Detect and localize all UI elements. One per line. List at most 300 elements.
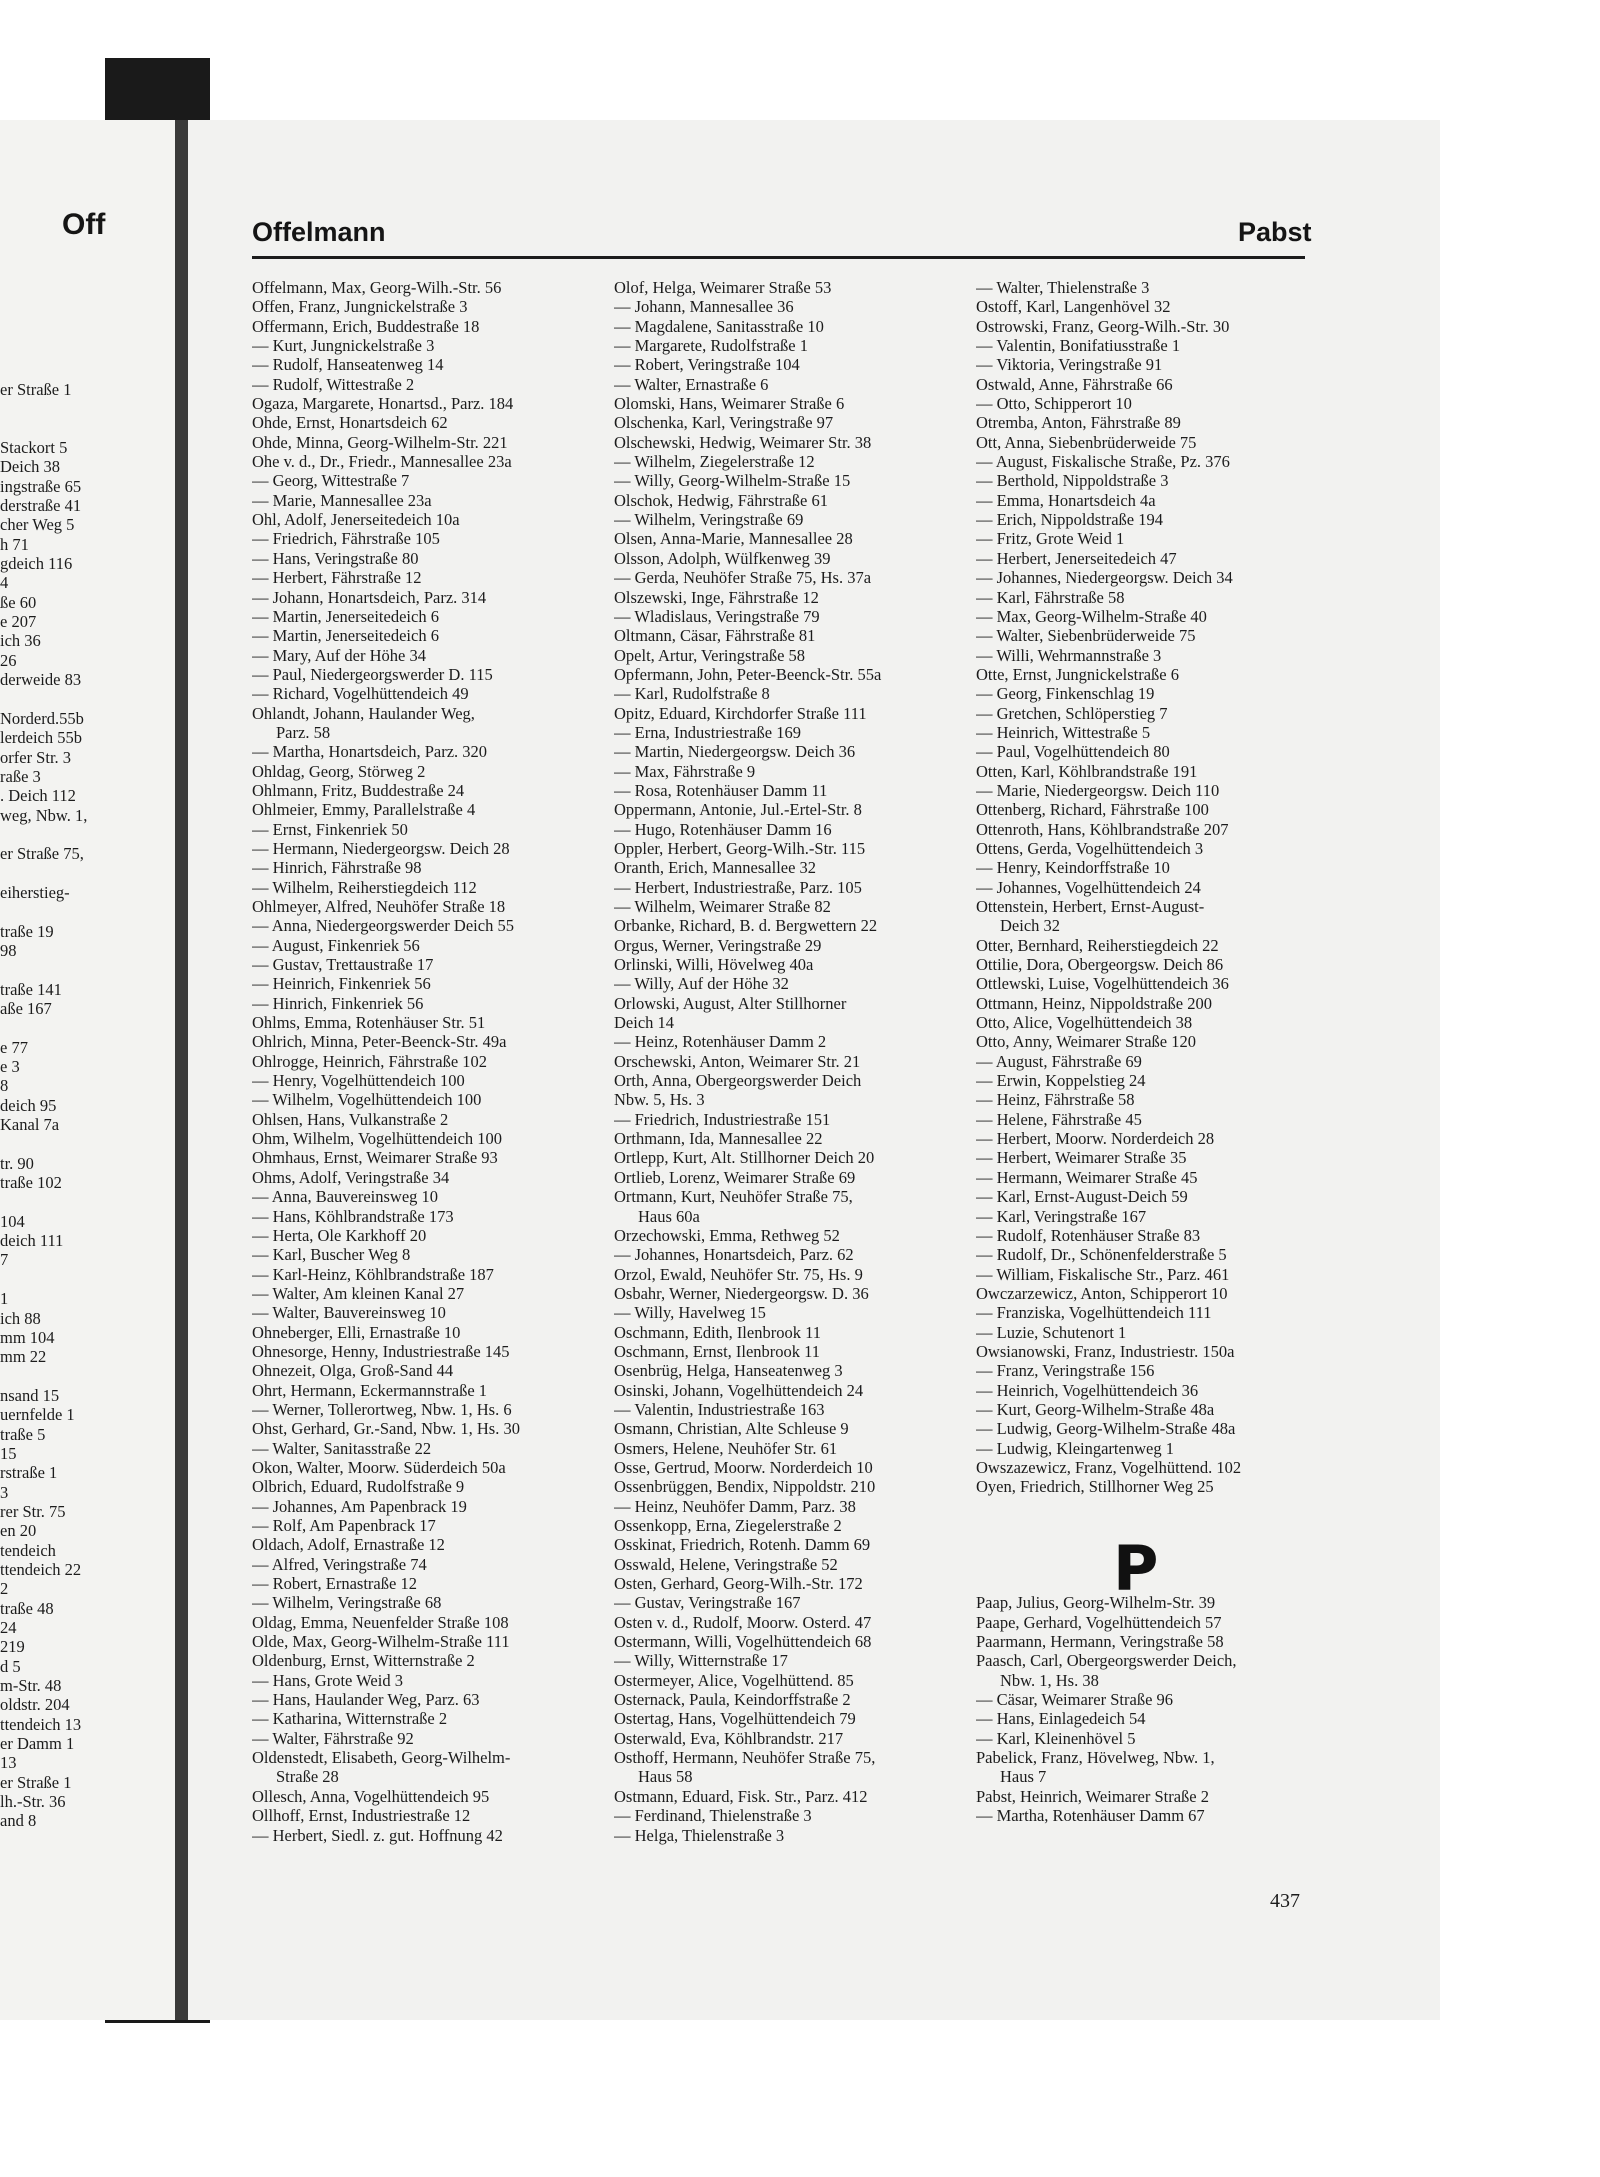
- directory-entry: Deich 14: [614, 1013, 675, 1033]
- directory-entry: Oltmann, Cäsar, Fährstraße 81: [614, 626, 816, 646]
- directory-entry: Osse, Gertrud, Moorw. Norderdeich 10: [614, 1457, 873, 1477]
- directory-entry: Olszewski, Inge, Fährstraße 12: [614, 587, 819, 607]
- left-page-fragment: [0, 1192, 180, 1211]
- left-page-fragment: er Straße 1: [0, 1772, 72, 1792]
- directory-entry: Ortmann, Kurt, Neuhöfer Straße 75,: [614, 1187, 853, 1207]
- directory-entry: — Martin, Jenerseitedeich 6: [252, 606, 439, 626]
- directory-entry: Osterwald, Eva, Köhlbrandstr. 217: [614, 1728, 844, 1748]
- directory-entry: — Walter, Thielenstraße 3: [976, 278, 1150, 297]
- directory-entry: Paap, Julius, Georg-Wilhelm-Str. 39: [976, 1593, 1216, 1613]
- directory-entry: — Karl, Veringstraße 167: [976, 1206, 1147, 1226]
- directory-entry: Olschenka, Karl, Veringstraße 97: [614, 413, 834, 433]
- directory-entry: — Heinrich, Wittestraße 5: [976, 722, 1151, 742]
- left-page-fragment: aße 167: [0, 999, 52, 1018]
- left-page-fragment: traße 19: [0, 921, 54, 941]
- directory-entry: Ollhoff, Ernst, Industriestraße 12: [252, 1806, 471, 1826]
- directory-entry: Owczarzewicz, Anton, Schipperort 10: [976, 1283, 1228, 1303]
- directory-entry: — Rosa, Rotenhäuser Damm 11: [614, 780, 828, 800]
- left-page-fragment: 3: [0, 1482, 9, 1502]
- directory-entry: Osten v. d., Rudolf, Moorw. Osterd. 47: [614, 1612, 872, 1632]
- left-page-fragment: traße 48: [0, 1598, 54, 1618]
- directory-entry: — Gerda, Neuhöfer Straße 75, Hs. 37a: [614, 568, 872, 588]
- directory-entry: Osinski, Johann, Vogelhüttendeich 24: [614, 1380, 864, 1400]
- directory-entry: Ostertag, Hans, Vogelhüttendeich 79: [614, 1709, 856, 1729]
- directory-entry: — Heinz, Rotenhäuser Damm 2: [614, 1032, 827, 1052]
- directory-entry: — Heinrich, Vogelhüttendeich 36: [976, 1380, 1199, 1400]
- left-page-fragment: er Straße 75,: [0, 844, 84, 864]
- directory-entry: — Robert, Ernastraße 12: [252, 1574, 417, 1594]
- left-page-fragment: weg, Nbw. 1,: [0, 805, 88, 825]
- left-page-fragment: Stackort 5: [0, 438, 68, 458]
- directory-entry: Orzol, Ewald, Neuhöfer Str. 75, Hs. 9: [614, 1264, 863, 1284]
- directory-entry: — Hermann, Niedergeorgsw. Deich 28: [252, 838, 510, 858]
- left-page-fragment: and 8: [0, 1811, 37, 1831]
- directory-entry: — Herbert, Fährstraße 12: [252, 568, 422, 588]
- left-page-fragment: 1: [0, 1289, 9, 1309]
- directory-entry: — Wilhelm, Veringstraße 68: [252, 1593, 442, 1613]
- directory-entry: — Henry, Keindorffstraße 10: [976, 858, 1170, 878]
- directory-entry: — Walter, Ernastraße 6: [614, 374, 769, 394]
- directory-entry: Orthmann, Ida, Mannesallee 22: [614, 1129, 823, 1149]
- directory-entry: Ohde, Minna, Georg-Wilhelm-Str. 221: [252, 432, 508, 452]
- directory-entry: — Werner, Tollerortweg, Nbw. 1, Hs. 6: [252, 1399, 512, 1419]
- directory-entry: Ohde, Ernst, Honartsdeich 62: [252, 413, 448, 433]
- left-page-fragment: lh.-Str. 36: [0, 1792, 66, 1812]
- directory-entry: — Hans, Veringstraße 80: [252, 548, 419, 568]
- directory-entry: Ohrt, Hermann, Eckermannstraße 1: [252, 1380, 488, 1400]
- directory-entry: — Karl, Buscher Weg 8: [252, 1245, 411, 1265]
- directory-entry: Ottlewski, Luise, Vogelhüttendeich 36: [976, 974, 1229, 994]
- left-page-fragment: 219: [0, 1637, 25, 1657]
- left-page-fragment: lerdeich 55b: [0, 728, 83, 748]
- left-page-header: Off: [62, 208, 106, 241]
- directory-entry: — Paul, Vogelhüttendeich 80: [976, 742, 1170, 762]
- directory-entry: Ohlrich, Minna, Peter-Beenck-Str. 49a: [252, 1032, 507, 1052]
- directory-entry: Olomski, Hans, Weimarer Straße 6: [614, 394, 845, 414]
- directory-entry: Osbahr, Werner, Niedergeorgsw. D. 36: [614, 1283, 869, 1303]
- directory-entry: — Johannes, Am Papenbrack 19: [252, 1496, 467, 1516]
- directory-entry: Orth, Anna, Obergeorgswerder Deich: [614, 1071, 862, 1091]
- directory-entry: Orlinski, Willi, Hövelweg 40a: [614, 955, 814, 975]
- directory-entry: — Franziska, Vogelhüttendeich 111: [976, 1303, 1212, 1323]
- left-page-fragment: oldstr. 204: [0, 1695, 70, 1715]
- left-page-fragment: [0, 419, 180, 438]
- directory-entry: — Georg, Wittestraße 7: [252, 471, 410, 491]
- directory-entry: — Karl, Fährstraße 58: [976, 587, 1125, 607]
- left-page-fragment: [0, 864, 180, 883]
- directory-entry: — Walter, Bauvereinsweg 10: [252, 1303, 446, 1323]
- directory-entry: Ottens, Gerda, Vogelhüttendeich 3: [976, 838, 1204, 858]
- directory-entry: — Martha, Rotenhäuser Damm 67: [976, 1806, 1205, 1826]
- directory-entry: Ohm, Wilhelm, Vogelhüttendeich 100: [252, 1129, 503, 1149]
- left-page-fragment: mm 104: [0, 1327, 55, 1347]
- directory-entry: — Franz, Veringstraße 156: [976, 1361, 1155, 1381]
- left-page-fragment: gdeich 116: [0, 554, 73, 574]
- left-page-fragment: nsand 15: [0, 1385, 60, 1405]
- directory-entry: — Karl-Heinz, Köhlbrandstraße 187: [252, 1264, 494, 1284]
- directory-entry: — Willy, Georg-Wilhelm-Straße 15: [614, 471, 851, 491]
- directory-entry: Ohlrogge, Heinrich, Fährstraße 102: [252, 1051, 488, 1071]
- directory-entry: Olschewski, Hedwig, Weimarer Str. 38: [614, 432, 872, 452]
- directory-entry: Ottilie, Dora, Obergeorgsw. Deich 86: [976, 955, 1224, 975]
- left-page-fragment: [0, 902, 180, 921]
- directory-entry: Otte, Ernst, Jungnickelstraße 6: [976, 664, 1179, 684]
- directory-entry: Orzechowski, Emma, Rethweg 52: [614, 1225, 840, 1245]
- directory-entry: — Marie, Niedergeorgsw. Deich 110: [976, 780, 1220, 800]
- directory-entry: Ostwald, Anne, Fährstraße 66: [976, 374, 1173, 394]
- directory-entry: — Viktoria, Veringstraße 91: [976, 355, 1163, 375]
- directory-entry: Ohst, Gerhard, Gr.-Sand, Nbw. 1, Hs. 30: [252, 1419, 520, 1439]
- left-page-fragment: m-Str. 48: [0, 1676, 62, 1696]
- directory-column-2: [614, 278, 979, 1845]
- directory-entry: Otten, Karl, Köhlbrandstraße 191: [976, 761, 1198, 781]
- left-page-fragment: tendeich: [0, 1540, 56, 1560]
- directory-entry: Nbw. 5, Hs. 3: [614, 1090, 705, 1110]
- directory-entry: Owszazewicz, Franz, Vogelhüttend. 102: [976, 1457, 1242, 1477]
- directory-entry: Pabelick, Franz, Hövelweg, Nbw. 1,: [976, 1748, 1215, 1768]
- directory-entry: Ortlieb, Lorenz, Weimarer Straße 69: [614, 1167, 856, 1187]
- directory-entry: Otremba, Anton, Fährstraße 89: [976, 413, 1181, 433]
- left-page-fragment: [0, 1134, 180, 1153]
- left-page-fragment: Kanal 7a: [0, 1115, 60, 1135]
- directory-entry: — Max, Georg-Wilhelm-Straße 40: [976, 606, 1207, 626]
- directory-entry: Ohl, Adolf, Jenerseitedeich 10a: [252, 510, 460, 530]
- directory-entry: — Wilhelm, Weimarer Straße 82: [614, 897, 831, 916]
- directory-column-1: [252, 278, 617, 1845]
- directory-entry: — Johann, Honartsdeich, Parz. 314: [252, 587, 487, 607]
- directory-entry: — Erich, Nippoldstraße 194: [976, 510, 1163, 530]
- directory-entry: Owsianowski, Franz, Industriestr. 150a: [976, 1341, 1235, 1361]
- directory-entry: — Martha, Honartsdeich, Parz. 320: [252, 742, 488, 762]
- left-page-fragments: [0, 380, 180, 1831]
- left-page-fragment: eiherstieg-: [0, 882, 70, 902]
- directory-entry: [976, 1535, 1341, 1554]
- left-page-fragment: ich 36: [0, 631, 41, 651]
- directory-entry: — Henry, Vogelhüttendeich 100: [252, 1071, 465, 1091]
- directory-entry: [976, 1574, 1341, 1593]
- left-page-fragment: [0, 1018, 180, 1037]
- left-page-fragment: 15: [0, 1443, 17, 1463]
- directory-entry: Ostrowski, Franz, Georg-Wilh.-Str. 30: [976, 316, 1230, 336]
- directory-entry: — Ludwig, Georg-Wilhelm-Straße 48a: [976, 1419, 1236, 1439]
- directory-entry: — August, Fiskalische Straße, Pz. 376: [976, 452, 1230, 472]
- directory-entry: — Erwin, Koppelstieg 24: [976, 1071, 1146, 1091]
- directory-entry: — Katharina, Witternstraße 2: [252, 1709, 448, 1729]
- directory-entry: Osthoff, Hermann, Neuhöfer Straße 75,: [614, 1748, 876, 1768]
- directory-entry: — Margarete, Rudolfstraße 1: [614, 336, 808, 356]
- left-page-fragment: tr. 90: [0, 1153, 34, 1173]
- directory-entry: Ogaza, Margarete, Honartsd., Parz. 184: [252, 394, 514, 414]
- directory-entry: Oldenburg, Ernst, Witternstraße 2: [252, 1651, 475, 1671]
- directory-entry: — Herta, Ole Karkhoff 20: [252, 1225, 427, 1245]
- directory-entry: — Walter, Am kleinen Kanal 27: [252, 1283, 465, 1303]
- directory-entry: Opfermann, John, Peter-Beenck-Str. 55a: [614, 664, 882, 684]
- directory-entry: — Valentin, Industriestraße 163: [614, 1399, 825, 1419]
- left-page-fragment: [0, 960, 180, 979]
- directory-entry: Otto, Alice, Vogelhüttendeich 38: [976, 1013, 1193, 1033]
- directory-entry: — Wladislaus, Veringstraße 79: [614, 606, 820, 626]
- directory-entry: Haus 58: [638, 1767, 693, 1787]
- directory-entry: Ohldag, Georg, Störweg 2: [252, 761, 426, 781]
- left-page-fragment: 104: [0, 1211, 25, 1231]
- directory-entry: — Richard, Vogelhüttendeich 49: [252, 684, 469, 704]
- directory-entry: Offelmann, Max, Georg-Wilh.-Str. 56: [252, 278, 502, 297]
- directory-entry: — Paul, Niedergeorgswerder D. 115: [252, 664, 493, 684]
- directory-entry: Haus 60a: [638, 1206, 700, 1226]
- left-page-fragment: e 77: [0, 1037, 28, 1057]
- left-page-fragment: Norderd.55b: [0, 708, 84, 728]
- directory-entry: Olsson, Adolph, Wülfkenweg 39: [614, 548, 831, 568]
- directory-entry: — Erna, Industriestraße 169: [614, 722, 801, 742]
- directory-entry: — Anna, Niedergeorgswerder Deich 55: [252, 916, 514, 936]
- directory-entry: Ott, Anna, Siebenbrüderweide 75: [976, 432, 1197, 452]
- header-rule: [252, 256, 1305, 259]
- directory-entry: — Hans, Köhlbrandstraße 173: [252, 1206, 454, 1226]
- directory-entry: Ottenberg, Richard, Fährstraße 100: [976, 800, 1209, 820]
- directory-entry: — Martin, Jenerseitedeich 6: [252, 626, 439, 646]
- left-page-fragment: 26: [0, 650, 17, 670]
- directory-entry: Paarmann, Hermann, Veringstraße 58: [976, 1632, 1224, 1652]
- left-page-fragment: traße 5: [0, 1424, 46, 1444]
- directory-entry: — Hugo, Rotenhäuser Damm 16: [614, 819, 832, 839]
- directory-entry: Okon, Walter, Moorw. Süderdeich 50a: [252, 1457, 506, 1477]
- directory-entry: Parz. 58: [276, 722, 331, 742]
- directory-entry: Ohlmeyer, Alfred, Neuhöfer Straße 18: [252, 897, 506, 916]
- directory-entry: Ostmann, Eduard, Fisk. Str., Parz. 412: [614, 1786, 868, 1806]
- directory-entry: — Johannes, Vogelhüttendeich 24: [976, 877, 1201, 897]
- directory-entry: — Kurt, Georg-Wilhelm-Straße 48a: [976, 1399, 1215, 1419]
- left-page-fragment: e 3: [0, 1057, 20, 1077]
- directory-entry: Offen, Franz, Jungnickelstraße 3: [252, 297, 468, 317]
- directory-entry: — Herbert, Industriestraße, Parz. 105: [614, 877, 862, 897]
- directory-entry: Orbanke, Richard, B. d. Bergwettern 22: [614, 916, 878, 936]
- directory-entry: — Gustav, Veringstraße 167: [614, 1593, 801, 1613]
- directory-entry: — Robert, Veringstraße 104: [614, 355, 800, 375]
- directory-entry: — Friedrich, Industriestraße 151: [614, 1109, 831, 1129]
- left-page-fragment: er Damm 1: [0, 1734, 75, 1754]
- directory-entry: — Magdalene, Sanitasstraße 10: [614, 316, 824, 336]
- directory-entry: — Otto, Schipperort 10: [976, 394, 1132, 414]
- directory-entry: — Willy, Witternstraße 17: [614, 1651, 788, 1671]
- directory-entry: Ohlandt, Johann, Haulander Weg,: [252, 703, 475, 723]
- directory-entry: Otter, Bernhard, Reiherstiegdeich 22: [976, 935, 1219, 955]
- directory-entry: — Georg, Finkenschlag 19: [976, 684, 1155, 704]
- left-page-fragment: traße 141: [0, 979, 62, 999]
- left-page-fragment: derstraße 41: [0, 496, 82, 516]
- directory-entry: Osswald, Helene, Veringstraße 52: [614, 1554, 838, 1574]
- left-page-fragment: uernfelde 1: [0, 1405, 75, 1425]
- left-page-fragment: h 71: [0, 534, 29, 554]
- directory-entry: — Cäsar, Weimarer Straße 96: [976, 1690, 1174, 1710]
- left-page-fragment: 8: [0, 1076, 9, 1096]
- directory-entry: Ohlmeier, Emmy, Parallelstraße 4: [252, 800, 476, 820]
- directory-entry: Ossenbrüggen, Bendix, Nippoldstr. 210: [614, 1477, 876, 1497]
- left-page-fragment: cher Weg 5: [0, 515, 75, 535]
- directory-entry: — Mary, Auf der Höhe 34: [252, 645, 426, 665]
- left-page-fragment: 4: [0, 573, 9, 593]
- left-page-fragment: [0, 1367, 180, 1386]
- directory-entry: Ohmhaus, Ernst, Weimarer Straße 93: [252, 1148, 498, 1168]
- directory-entry: — Ernst, Finkenriek 50: [252, 819, 408, 839]
- directory-entry: Ollesch, Anna, Vogelhüttendeich 95: [252, 1786, 490, 1806]
- directory-entry: Opelt, Artur, Veringstraße 58: [614, 645, 806, 665]
- left-page-fragment: derweide 83: [0, 670, 82, 690]
- directory-entry: Paape, Gerhard, Vogelhüttendeich 57: [976, 1612, 1222, 1632]
- directory-entry: Olbrich, Eduard, Rudolfstraße 9: [252, 1477, 465, 1497]
- directory-entry: — Willy, Auf der Höhe 32: [614, 974, 789, 994]
- left-page-fragment: ingstraße 65: [0, 476, 82, 496]
- directory-entry: [976, 1555, 1341, 1574]
- directory-entry: — Herbert, Weimarer Straße 35: [976, 1148, 1187, 1168]
- directory-entry: Ostermann, Willi, Vogelhüttendeich 68: [614, 1632, 872, 1652]
- left-page-fragment: ße 60: [0, 592, 37, 612]
- directory-entry: — Herbert, Siedl. z. gut. Hoffnung 42: [252, 1825, 503, 1845]
- left-page-fragment: deich 95: [0, 1095, 57, 1115]
- directory-entry: — Hermann, Weimarer Straße 45: [976, 1167, 1198, 1187]
- directory-entry: — Emma, Honartsdeich 4a: [976, 490, 1156, 510]
- directory-entry: Oppler, Herbert, Georg-Wilh.-Str. 115: [614, 838, 866, 858]
- directory-entry: — Luzie, Schutenort 1: [976, 1322, 1127, 1342]
- left-page-fragment: Deich 38: [0, 457, 61, 477]
- directory-entry: Ossenkopp, Erna, Ziegelerstraße 2: [614, 1516, 842, 1535]
- directory-entry: Oyen, Friedrich, Stillhorner Weg 25: [976, 1477, 1214, 1497]
- left-page-fragment: d 5: [0, 1656, 21, 1676]
- directory-entry: — Rudolf, Dr., Schönenfelderstraße 5: [976, 1245, 1227, 1265]
- left-page-fragment: er Straße 1: [0, 380, 72, 399]
- directory-entry: — Hans, Haulander Weg, Parz. 63: [252, 1690, 480, 1710]
- directory-entry: — August, Fährstraße 69: [976, 1051, 1142, 1071]
- directory-entry: — Fritz, Grote Weid 1: [976, 529, 1125, 549]
- directory-entry: [976, 1516, 1341, 1535]
- directory-entry: — Hinrich, Finkenriek 56: [252, 993, 424, 1013]
- page-number: 437: [1270, 1890, 1300, 1912]
- left-page-fragment: mm 22: [0, 1347, 47, 1367]
- directory-entry: — Heinz, Neuhöfer Damm, Parz. 38: [614, 1496, 856, 1516]
- directory-entry: — Johannes, Niedergeorgsw. Deich 34: [976, 568, 1233, 588]
- directory-entry: Osternack, Paula, Keindorffstraße 2: [614, 1690, 851, 1710]
- left-page-fragment: 98: [0, 940, 17, 960]
- directory-entry: Haus 7: [1000, 1767, 1047, 1787]
- directory-entry: — Kurt, Jungnickelstraße 3: [252, 336, 435, 356]
- directory-entry: — Rudolf, Hanseatenweg 14: [252, 355, 444, 375]
- directory-entry: — William, Fiskalische Str., Parz. 461: [976, 1264, 1230, 1284]
- directory-entry: — Willi, Wehrmannstraße 3: [976, 645, 1162, 665]
- directory-entry: Straße 28: [276, 1767, 339, 1787]
- directory-entry: — Hans, Einlagedeich 54: [976, 1709, 1146, 1729]
- directory-entry: — Wilhelm, Vogelhüttendeich 100: [252, 1090, 482, 1110]
- directory-entry: — Herbert, Moorw. Norderdeich 28: [976, 1129, 1215, 1149]
- directory-entry: — Wilhelm, Veringstraße 69: [614, 510, 804, 530]
- directory-entry: Orschewski, Anton, Weimarer Str. 21: [614, 1051, 861, 1071]
- directory-entry: Ortlepp, Kurt, Alt. Stillhorner Deich 20: [614, 1148, 875, 1168]
- directory-entry: Ottmann, Heinz, Nippoldstraße 200: [976, 993, 1212, 1013]
- directory-entry: — Hinrich, Fährstraße 98: [252, 858, 422, 878]
- directory-entry: — Karl, Rudolfstraße 8: [614, 684, 770, 704]
- directory-entry: — Ferdinand, Thielenstraße 3: [614, 1806, 812, 1826]
- left-page-fragment: [0, 399, 180, 418]
- directory-entry: — Hans, Grote Weid 3: [252, 1670, 403, 1690]
- directory-entry: — Berthold, Nippoldstraße 3: [976, 471, 1169, 491]
- directory-entry: Olsen, Anna-Marie, Mannesallee 28: [614, 529, 853, 549]
- directory-entry: — August, Finkenriek 56: [252, 935, 420, 955]
- directory-entry: — Helene, Fährstraße 45: [976, 1109, 1142, 1129]
- left-page-fragment: ich 88: [0, 1308, 41, 1328]
- directory-entry: Oldag, Emma, Neuenfelder Straße 108: [252, 1612, 509, 1632]
- directory-entry: Ottenroth, Hans, Köhlbrandstraße 207: [976, 819, 1229, 839]
- left-page-fragment: traße 102: [0, 1173, 62, 1193]
- directory-entry: — Martin, Niedergeorgsw. Deich 36: [614, 742, 856, 762]
- directory-entry: Orgus, Werner, Veringstraße 29: [614, 935, 822, 955]
- directory-entry: Olschok, Hedwig, Fährstraße 61: [614, 490, 829, 510]
- directory-column-3: [976, 278, 1341, 1826]
- directory-entry: — Willy, Havelweg 15: [614, 1303, 766, 1323]
- directory-entry: Ohms, Adolf, Veringstraße 34: [252, 1167, 450, 1187]
- directory-entry: Ottenstein, Herbert, Ernst-August-: [976, 897, 1205, 916]
- directory-entry: — Marie, Mannesallee 23a: [252, 490, 432, 510]
- header-last-name: Pabst: [1238, 217, 1312, 247]
- directory-entry: — Friedrich, Fährstraße 105: [252, 529, 440, 549]
- directory-entry: — Johann, Mannesallee 36: [614, 297, 794, 317]
- directory-entry: Osskinat, Friedrich, Rotenh. Damm 69: [614, 1535, 871, 1555]
- directory-entry: Oschmann, Edith, Ilenbrook 11: [614, 1322, 821, 1342]
- directory-entry: — Karl, Ernst-August-Deich 59: [976, 1187, 1188, 1207]
- left-page-fragment: ttendeich 13: [0, 1714, 82, 1734]
- left-page-fragment: 7: [0, 1250, 9, 1270]
- left-page-fragment: . Deich 112: [0, 786, 76, 806]
- left-page-fragment: rer Str. 75: [0, 1501, 66, 1521]
- directory-entry: — Rudolf, Wittestraße 2: [252, 374, 415, 394]
- directory-entry: — Anna, Bauvereinsweg 10: [252, 1187, 439, 1207]
- directory-entry: Ohnesorge, Henny, Industriestraße 145: [252, 1341, 510, 1361]
- left-page-fragment: en 20: [0, 1521, 37, 1541]
- left-page-fragment: [0, 690, 180, 709]
- directory-entry: — Rolf, Am Papenbrack 17: [252, 1516, 436, 1535]
- directory-entry: Ohnezeit, Olga, Groß-Sand 44: [252, 1361, 454, 1381]
- section-letter: P: [1113, 1532, 1159, 1605]
- directory-entry: Oldach, Adolf, Ernastraße 12: [252, 1535, 445, 1555]
- directory-entry: Osmers, Helene, Neuhöfer Str. 61: [614, 1438, 838, 1458]
- directory-entry: Otto, Anny, Weimarer Straße 120: [976, 1032, 1197, 1052]
- directory-entry: Osmann, Christian, Alte Schleuse 9: [614, 1419, 849, 1439]
- directory-entry: — Wilhelm, Ziegelerstraße 12: [614, 452, 815, 472]
- directory-entry: Orlowski, August, Alter Stillhorner: [614, 993, 847, 1013]
- directory-entry: — Valentin, Bonifatiusstraße 1: [976, 336, 1181, 356]
- directory-entry: Ohlmann, Fritz, Buddestraße 24: [252, 780, 465, 800]
- directory-entry: Paasch, Carl, Obergeorgswerder Deich,: [976, 1651, 1237, 1671]
- directory-entry: — Walter, Siebenbrüderweide 75: [976, 626, 1196, 646]
- left-page-fragment: [0, 1270, 180, 1289]
- directory-entry: Nbw. 1, Hs. 38: [1000, 1670, 1099, 1690]
- directory-entry: — Walter, Sanitasstraße 22: [252, 1438, 432, 1458]
- left-page-fragment: raße 3: [0, 766, 41, 786]
- directory-entry: Ostoff, Karl, Langenhövel 32: [976, 297, 1171, 317]
- directory-entry: Offermann, Erich, Buddestraße 18: [252, 316, 480, 336]
- directory-entry: — Wilhelm, Reiherstiegdeich 112: [252, 877, 477, 897]
- left-page-fragment: 13: [0, 1753, 17, 1773]
- directory-entry: — Johannes, Honartsdeich, Parz. 62: [614, 1245, 854, 1265]
- directory-entry: Olof, Helga, Weimarer Straße 53: [614, 278, 832, 297]
- directory-entry: — Heinz, Fährstraße 58: [976, 1090, 1135, 1110]
- directory-entry: Ohneberger, Elli, Ernastraße 10: [252, 1322, 461, 1342]
- directory-entry: — Alfred, Veringstraße 74: [252, 1554, 427, 1574]
- directory-entry: Oschmann, Ernst, Ilenbrook 11: [614, 1341, 821, 1361]
- directory-entry: — Helga, Thielenstraße 3: [614, 1825, 785, 1845]
- directory-entry: — Heinrich, Finkenriek 56: [252, 974, 431, 994]
- directory-entry: — Ludwig, Kleingartenweg 1: [976, 1438, 1174, 1458]
- directory-entry: Osenbrüg, Helga, Hanseatenweg 3: [614, 1361, 843, 1381]
- left-page-fragment: orfer Str. 3: [0, 747, 72, 767]
- directory-entry: Ohlsen, Hans, Vulkanstraße 2: [252, 1109, 449, 1129]
